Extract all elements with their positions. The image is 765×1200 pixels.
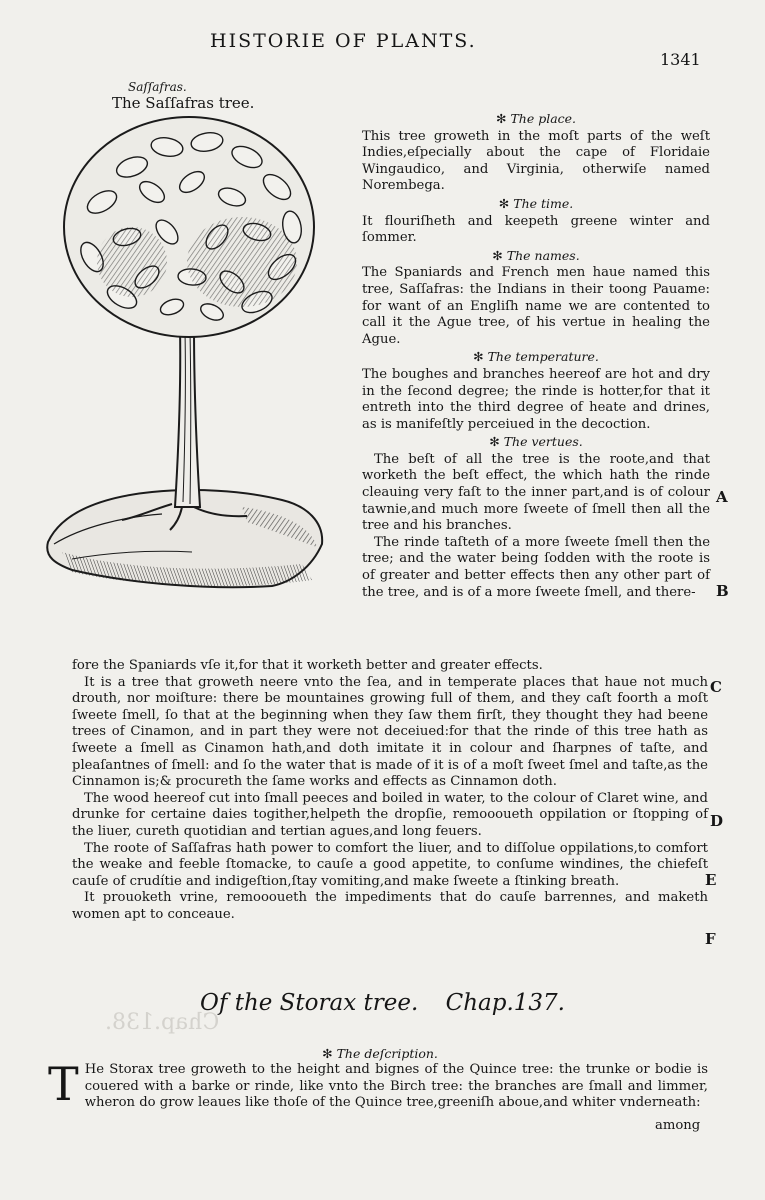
margin-letter-c: C [710, 678, 722, 696]
asterisk-icon: ✻ [495, 111, 507, 126]
tree-crown [64, 117, 314, 337]
heading-time: ✻ The time. [498, 195, 574, 211]
bleed-through-chapter: Chap.138. [105, 1010, 220, 1035]
asterisk-icon: ✻ [322, 1046, 333, 1061]
margin-letter-b: B [716, 582, 729, 600]
description-block [48, 1057, 708, 1112]
page-number: 1341 [660, 50, 701, 69]
asterisk-icon: ✻ [492, 247, 503, 263]
heading-names: ✻ The names. [492, 247, 580, 263]
text-vertues-e: The roote of Saſſafras hath power to comfort the liuer, and to diſſolue oppilations,to comfort the weake and feeble ſtomacke, to cauſe a good appetite, to conſume windines, the chiefeſt cauſe of crudítie and indigeſtion,ſtay vomiting,and make ſweete a ſtinking breath. [72, 840, 708, 889]
chapter-title: Of the Storax tree. [200, 990, 419, 1016]
asterisk-icon: ✻ [489, 434, 500, 450]
text-vertues-d: The wood heereof cut into ſmall peeces and boiled in water, to the colour of Claret wine, and drunke for certaine daies togither,helpeth the dropſie, remoooueth oppilation or ſtopping of the liuer, cureth quotidian and tertian agues,and long feuers. [72, 790, 708, 839]
drop-cap: T [48, 1057, 79, 1111]
figure-latin-label: Saſſafras. [128, 80, 187, 94]
asterisk-icon: ✻ [498, 195, 510, 211]
figure-caption: The Saſſafras tree. [112, 94, 255, 112]
text-place: This tree groweth in the moſt parts of the weſt Indies,eſpecially about the cape of Floridaie Wingaudico, and Virginia, otherwiſe named Norembega. [362, 128, 710, 194]
tree-trunk [175, 327, 200, 507]
catchword: among [655, 1118, 701, 1133]
text-description: He Storax tree groweth to the height and bignes of the Quince tree: the trunke or bodie is couered with a barke or rinde, like vnto the Birch tree: the branches are ſmall and limmer, wheron do grow leaues like thoſe of the Quince tree,greeniſh aboue,and whiter vnderneath: [84, 1062, 708, 1111]
right-column [362, 110, 710, 601]
text-time: It flouriſheth and keepeth greene winter and ſommer. [362, 213, 710, 246]
heading-temperature: ✻ The temperature. [473, 349, 599, 365]
chapter-heading [0, 990, 765, 1016]
text-vertues-f: It prouoketh vrine, remoooueth the impediments that do cauſe barrennes, and maketh women apt to conceaue. [72, 890, 708, 922]
text-vertues-b: The rinde taſteth of a more ſweete ſmell then the tree; and the water being ſodden with the roote is of greater and better effects then any other part of the tree, and is of a more ſweete ſmell, and there- [362, 534, 710, 600]
full-width-text [72, 658, 708, 924]
heading-description: ✻ The deſcription. [322, 1046, 438, 1061]
text-vertues-a: The beſt of all the tree is the roote,and that worketh the beſt effect, the which hath the rinde cleauing very faſt to the inner part,and is of colour tawnie,and much more ſweete of ſmell then all the tree and his branches. [362, 451, 710, 534]
margin-letter-f: F [705, 930, 716, 948]
heading-place: ✻ The place. [495, 111, 577, 126]
text-names: The Spaniards and French men haue named this tree, Saſſafras: the Indians in their toong Pauame: for want of an Engliſh name we are contented to call it the Ague tree, of his vertue in healing the Ague. [362, 265, 710, 347]
asterisk-icon: ✻ [473, 349, 484, 365]
running-head: HISTORIE OF PLANTS. [210, 30, 477, 52]
text-vertues-b-cont: fore the Spaniards vſe it,for that it worketh better and greater effects. [72, 658, 543, 673]
heading-vertues: ✻ The vertues. [489, 434, 583, 450]
chapter-number: Chap.137. [445, 990, 565, 1016]
margin-letter-d: D [710, 812, 724, 830]
text-vertues-c: It is a tree that groweth neere vnto the ſea, and in temperate places that haue not much drouth, nor moiſture: there be mountaines growing full of them, and they caſt foorth a moſt ſweete ſmell, ſo that at the beginning when they ſaw them firſt, they thought they had beene trees of Cinamon, and in part they were not deceiued:for that the rinde of this tree hath as ſweete a ſmell as Cinamon hath,and doth imitate it in colour and ſharpnes of taſte, and pleaſantnes of ſmell: and ſo the water that is made of it is of a moſt ſweet ſmel and taſte,as the Cinnamon is;& procureth the ſame works and effects as Cinnamon doth. [72, 674, 708, 790]
margin-letter-a: A [716, 488, 728, 506]
sassafras-tree-woodcut [42, 112, 342, 592]
text-temperature: The boughes and branches heereof are hot and dry in the ſecond degree; the rinde is hotter,for that it entreth into the third degree of heate and drines, as is manifeſtly perceiued in the decoction. [362, 366, 710, 432]
margin-letter-e: E [705, 871, 717, 889]
